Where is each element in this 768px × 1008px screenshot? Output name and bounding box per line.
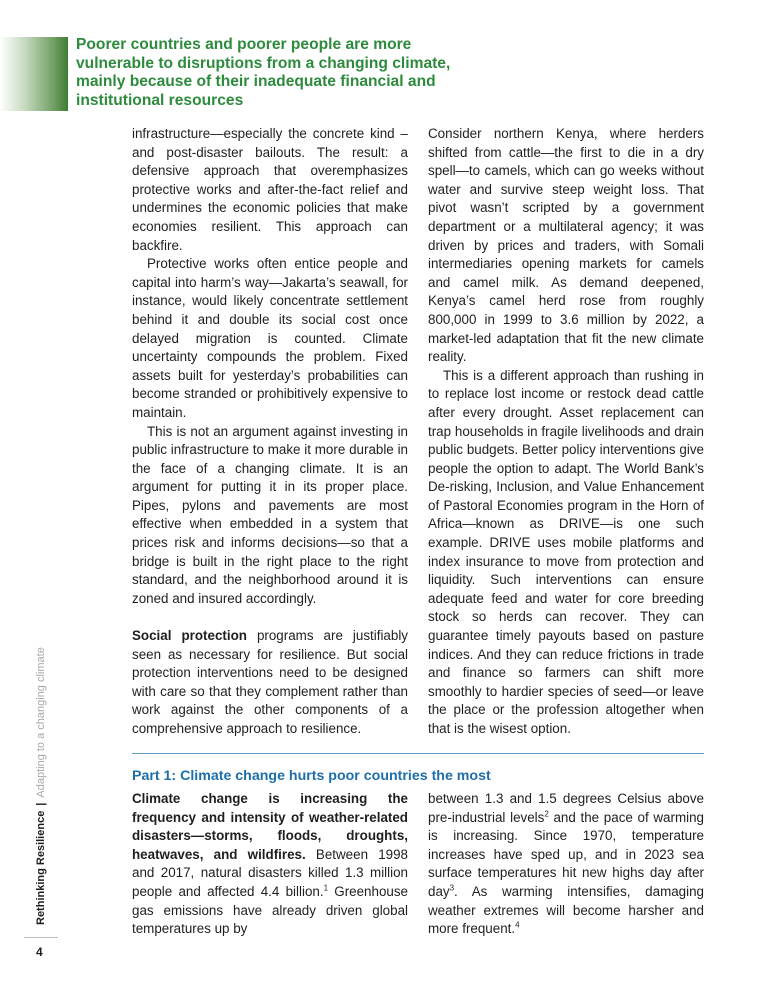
header-separator: | [35,802,47,806]
paragraph: Consider northern Kenya, where herders shifted from cattle—the first to die in a dry spell—to camels, which can go weeks without water and survive steep weight loss. That pivot wasn’t scripted by a government department or a multilateral agency; it was driven by prices and traders, with Somali intermediaries opening markets for camels and camel milk. As demand deepened, Kenya’s camel herd rose from roughly 800,000 in 1999 to 3.6 million by 2022, a market-led adaptation that fit the new climate reality. [428,126,704,365]
paragraph: Protective works often entice people and capital into harm’s way—Jakarta’s seawall, for instance, would likely concentrate settlement behind it and double its social cost once delayed migration is counted. Climate uncertainty compounds the problem. Fixed assets built for yesterday’s probabilities can become stranded or prohibitively expensive to maintain. [132,256,408,420]
body-column-2 [428,125,704,739]
lead-in: Climate change is increasing the frequency and intensity of weather-related disasters—storms, floods, droughts, heatwaves, and wildfires. [132,791,408,862]
page-number: 4 [36,945,43,959]
body-column-1 [132,125,408,739]
chapter-title: Adapting to a changing climate [35,647,47,798]
footnote-ref[interactable]: 2 [544,809,549,819]
paragraph [428,790,704,939]
paragraph-text: Greenhouse gas emissions have already driven global temperatures up by [132,883,408,937]
section-divider [132,753,704,754]
section-heading: Part 1: Climate change hurts poor countries the most [132,768,491,784]
paragraph-text: and the pace of warming is increasing. Since 1970, temperature increases have sped up, and in 2023 sea surface temperatures hit new highs day after day [428,809,704,899]
footnote-ref[interactable]: 3 [449,883,455,893]
section-column-1 [132,790,408,939]
paragraph-text: programs are justifiably seen as necessary for resilience. But social protection interventions need to be designed with care so that they complement rather than work against the other components of a comprehensive approach to resilience. [132,628,408,736]
paragraph: This is a different approach than rushing in to replace lost income or restock dead cattle after every drought. Asset replacement can trap households in fragile livelihoods and drain public budgets. Better policy interventions give people the option to adapt. The World Bank’s De-risking, Inclusion, and Value Enhancement of Pastoral Economies program in the Horn of Africa—known as DRIVE—is one such example. DRIVE uses mobile platforms and index insurance to move from protection and liquidity. Such interventions can ensure adequate feed and water for core breeding stock so herds can recover. They can guarantee timely payouts based on pasture indices. And they can reduce frictions in trade and finance so farmers can shift more smoothly to hardier species of seed—or leave the place or the profession altogether when that is the wisest option. [428,367,704,736]
pullquote: Poorer countries and poorer people are more vulnerable to disruptions from a changing climate, mainly because of their inadequate financial and institutional resources [76,36,451,109]
publication-title: Rethinking Resilience [35,810,47,925]
pullquote-accent-bar [0,37,68,111]
section-column-2 [428,790,704,939]
paragraph [132,790,408,939]
paragraph: infrastructure—especially the concrete kind – and post-disaster bailouts. The result: a defensive approach that overemphasizes protective works and after-the-fact relief and undermines the economic policies that make economies resilient. This approach can backfire. [132,126,408,253]
paragraph-text: Between 1998 and 2017, natural disasters killed 1.3 million people and affected 4.4 billion. [132,846,408,899]
footnote-ref[interactable]: 1 [323,883,329,893]
paragraph [132,627,408,739]
footnote-ref[interactable]: 4 [515,920,520,930]
paragraph-text: between 1.3 and 1.5 degrees Celsius above pre-industrial levels [428,791,704,825]
page-number-rule [24,937,58,938]
paragraph: This is not an argument against investing in public infrastructure to make it more durable in the face of a changing climate. It is an argument for putting it in its proper place. Pipes, pylons and pavements are most effective when embedded in a system that prices risk and informs decisions—so that a bridge is built in the right place to the right standard, and the neighborhood around it is zoned and insured accordingly. [132,423,408,606]
run-in-heading: Social protection [132,628,247,644]
paragraph-text: . As warming intensifies, damaging weather extremes will become harsher and more frequent. [428,883,704,937]
running-header [35,647,47,925]
